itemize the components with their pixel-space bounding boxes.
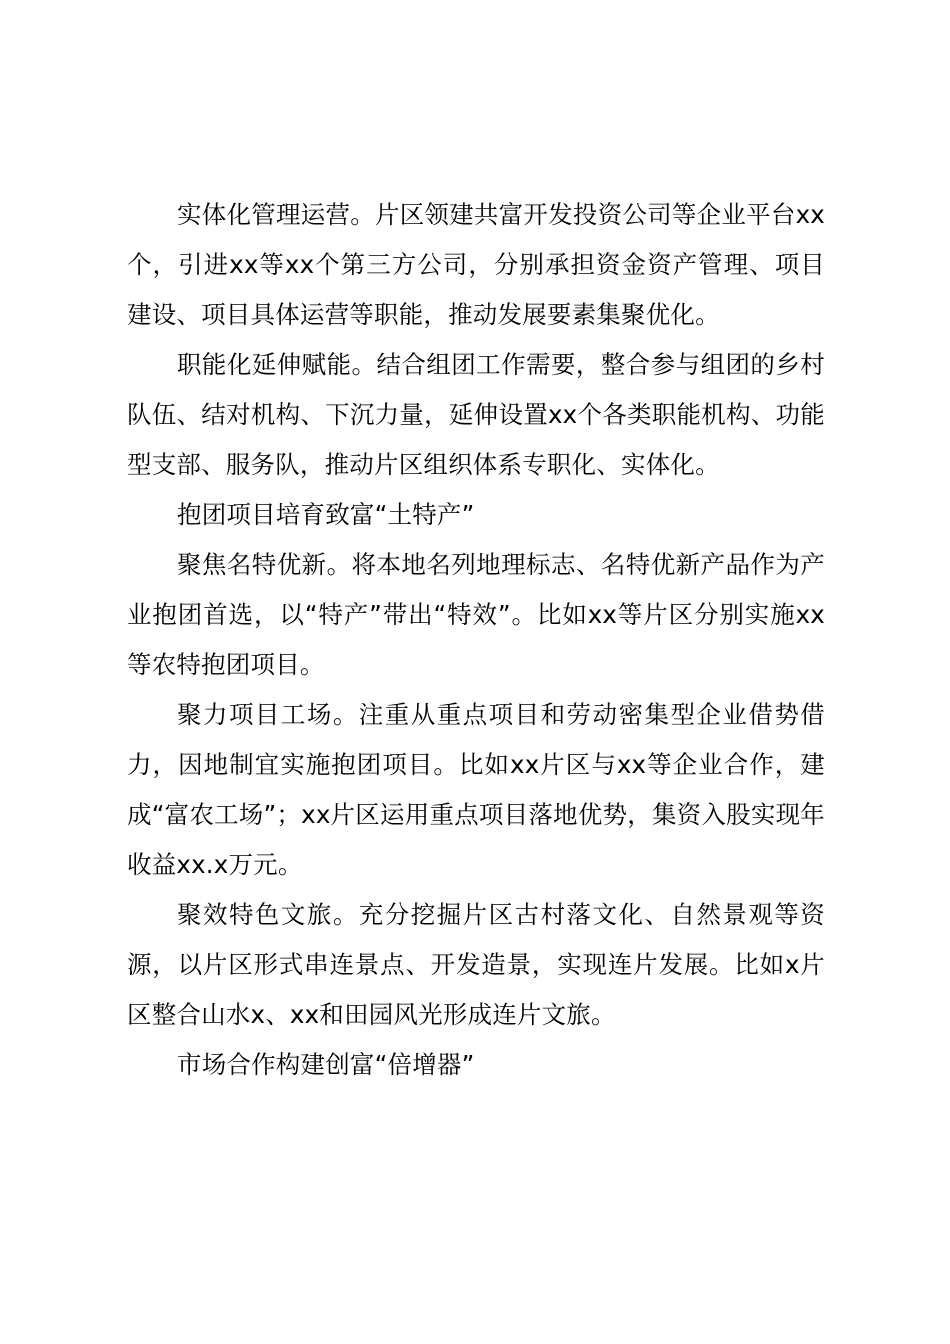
- document-page: [127, 190, 825, 1090]
- paragraph-project-workshop: 聚力项目工场。注重从重点项目和劳动密集型企业借势借力，因地制宜实施抱团项目。比如xx片区与xx等企业合作，建成“富农工场”；xx片区运用重点项目落地优势，集资入股实现年收益xx.x万元。: [127, 700, 825, 879]
- paragraph-entity-management: 实体化管理运营。片区领建共富开发投资公司等企业平台xx个，引进xx等xx个第三方公司，分别承担资金资产管理、项目建设、项目具体运营等职能，推动发展要素集聚优化。: [127, 200, 825, 329]
- section-heading-market-cooperation: 市场合作构建创富“倍增器”: [177, 1050, 475, 1079]
- section-heading-local-specialties: 抱团项目培育致富“土特产”: [177, 500, 475, 529]
- paragraph-functional-extension: 职能化延伸赋能。结合组团工作需要，整合参与组团的乡村队伍、结对机构、下沉力量，延伸设置xx个各类职能机构、功能型支部、服务队，推动片区组织体系专职化、实体化。: [127, 350, 825, 479]
- paragraph-famous-products: 聚焦名特优新。将本地名列地理标志、名特优新产品作为产业抱团首选，以“特产”带出“特效”。比如xx等片区分别实施xx等农特抱团项目。: [127, 550, 825, 679]
- paragraph-cultural-tourism: 聚效特色文旅。充分挖掘片区古村落文化、自然景观等资源，以片区形式串连景点、开发造景，实现连片发展。比如x片区整合山水x、xx和田园风光形成连片文旅。: [127, 900, 825, 1029]
